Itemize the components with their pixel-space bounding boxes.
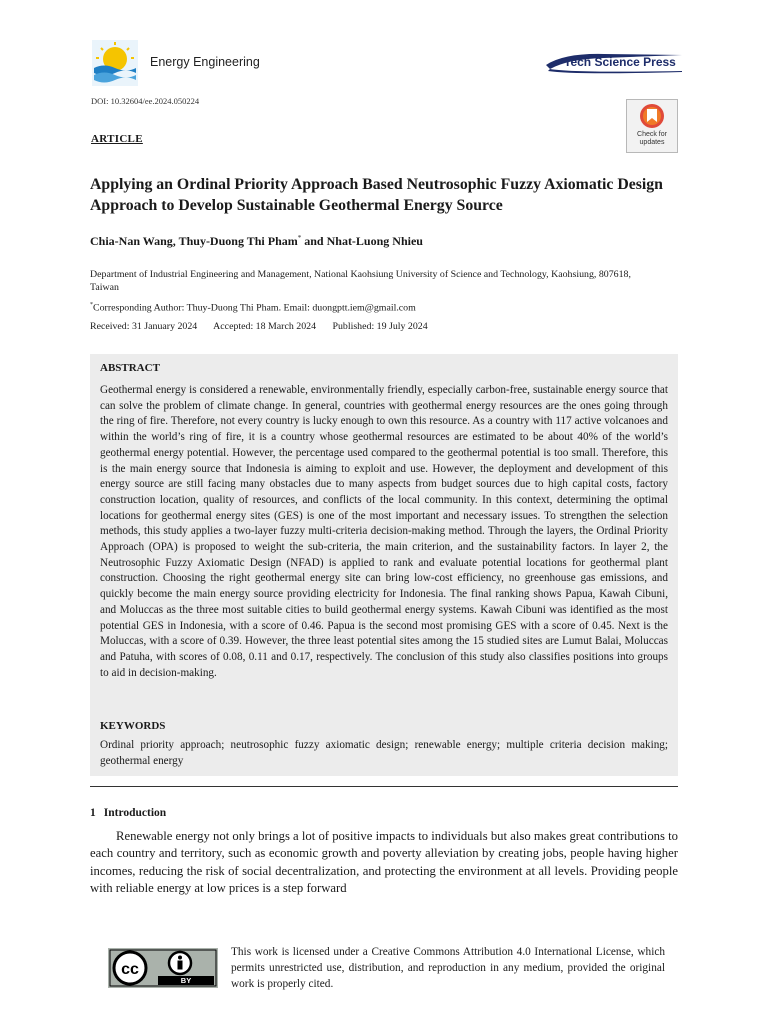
section-title: Introduction [103, 807, 167, 819]
authors-primary: Chia-Nan Wang, Thuy-Duong Thi Pham [90, 234, 298, 248]
keywords-heading: KEYWORDS [100, 720, 166, 732]
corresponding-author-text: Corresponding Author: Thuy-Duong Thi Pham. Email: duongptt.iem@gmail.com [93, 302, 416, 314]
accepted-date: Accepted: 18 March 2024 [213, 321, 317, 332]
publisher-logo [544, 52, 682, 74]
authors-secondary: and Nhat-Luong Nhieu [301, 234, 423, 248]
article-dates [90, 321, 442, 332]
publisher-name: Tech Science Press [564, 55, 676, 69]
introduction-text: Renewable energy not only brings a lot of positive impacts to individuals but also makes great contributions to each country and territory, such as economic growth and poverty alleviation by creating jobs, people having higher incomes, reducing the risk of social decentralization, and protecting the environment at all levels. Providing people with reliable energy at low prices is a step forward [90, 829, 678, 895]
bookmark-icon [627, 100, 677, 132]
journal-logo [92, 40, 138, 86]
abstract-box [90, 354, 678, 776]
cc-by-license-badge[interactable] [108, 948, 218, 988]
published-date: Published: 19 July 2024 [332, 321, 428, 332]
abstract-heading: ABSTRACT [100, 362, 160, 374]
corresponding-mark-footnote: * [90, 302, 93, 308]
article-title: Applying an Ordinal Priority Approach Based Neutrosophic Fuzzy Axiomatic Design Approach to Develop Sustainable Geothermal Energy Source [90, 176, 663, 214]
check-for-updates-label: Check for updates [637, 131, 667, 146]
introduction-heading [90, 807, 166, 819]
affiliation: Department of Industrial Engineering and Management, National Kaohsiung University of Science and Technology, Kaohsiung, 807618, Taiwan [90, 269, 631, 293]
svg-text:cc: cc [121, 961, 139, 978]
section-divider [90, 786, 678, 787]
journal-name: Energy Engineering [150, 55, 260, 69]
section-number: 1 [90, 807, 96, 819]
received-date: Received: 31 January 2024 [90, 321, 198, 332]
abstract-text: Geothermal energy is considered a renewable, environmentally friendly, especially carbon-free, sustainable energy source that can solve the problem of climate change. In general, countries with geothermal energy resources are the ones going through the ring of fire. Therefore, not every country is lucky enough to own this resource. As a country with 117 active volcanoes and within the world’s ring of fire, it is a country whose geothermal resources are estimated to be about 40% of the world’s geothermal energy potential. However, the percentage used compared to the geothermal potential is too small. Therefore, this is the main energy source that Indonesia is aiming to exploit and use. However, the deployment and development of this energy source are still facing many obstacles due to many aspects from budget sources due to high capital costs, factory construction location, quality of resources, and conflicts of the local community. In this context, determining the optimal locations for geothermal energy sites (GES) is one of the most important and necessary issues. To strengthen the selection methods, this study applies a two-layer fuzzy multi-criteria decision-making method. Through the layers, the Ordinal Priority Approach (OPA) is proposed to weight the sub-criteria, the main criterion, and the sustainability factors. In layer 2, the Neutrosophic Fuzzy Axiomatic Design (NFAD) is applied to rank and evaluate potential locations for geothermal plant construction. Choosing the right geothermal energy site can bring low-cost efficiency, no greenhouse gas emissions, and quickly become the main energy source providing electricity for Indonesia. The final ranking shows Papua, Kawah Cibuni, and Moluccas as the three most suitable cities to build geothermal energy systems. Kawah Cibuni was identified as the most potential GES in Indonesia, with a score of 0.46. Papua is the second most promising GES with a score of 0.45. Next is the Moluccas, with a score of 0.39. However, the three least potential sites among the 15 studied sites are Lumut Balai, Moluccas and Patuha, with scores of 0.08, 0.11 and 0.17, respectively. The conclusion of this study also classifies positions into groups to aid in decision-making. [100, 384, 668, 679]
keywords-text: Ordinal priority approach; neutrosophic fuzzy axiomatic design; renewable energy; multiple criteria decision making; geothermal energy [100, 739, 668, 767]
author-list [90, 234, 423, 249]
check-for-updates-badge[interactable] [626, 99, 678, 153]
license-statement: This work is licensed under a Creative Commons Attribution 4.0 International License, which permits unrestricted use, distribution, and reproduction in any medium, provided the original work is properly cited. [231, 946, 665, 990]
article-type-label: ARTICLE [91, 133, 143, 145]
corresponding-author [90, 302, 416, 313]
doi-text[interactable]: DOI: 10.32604/ee.2024.050224 [91, 96, 200, 106]
corresponding-mark: * [297, 234, 302, 242]
cc-by-label: BY [180, 976, 192, 985]
